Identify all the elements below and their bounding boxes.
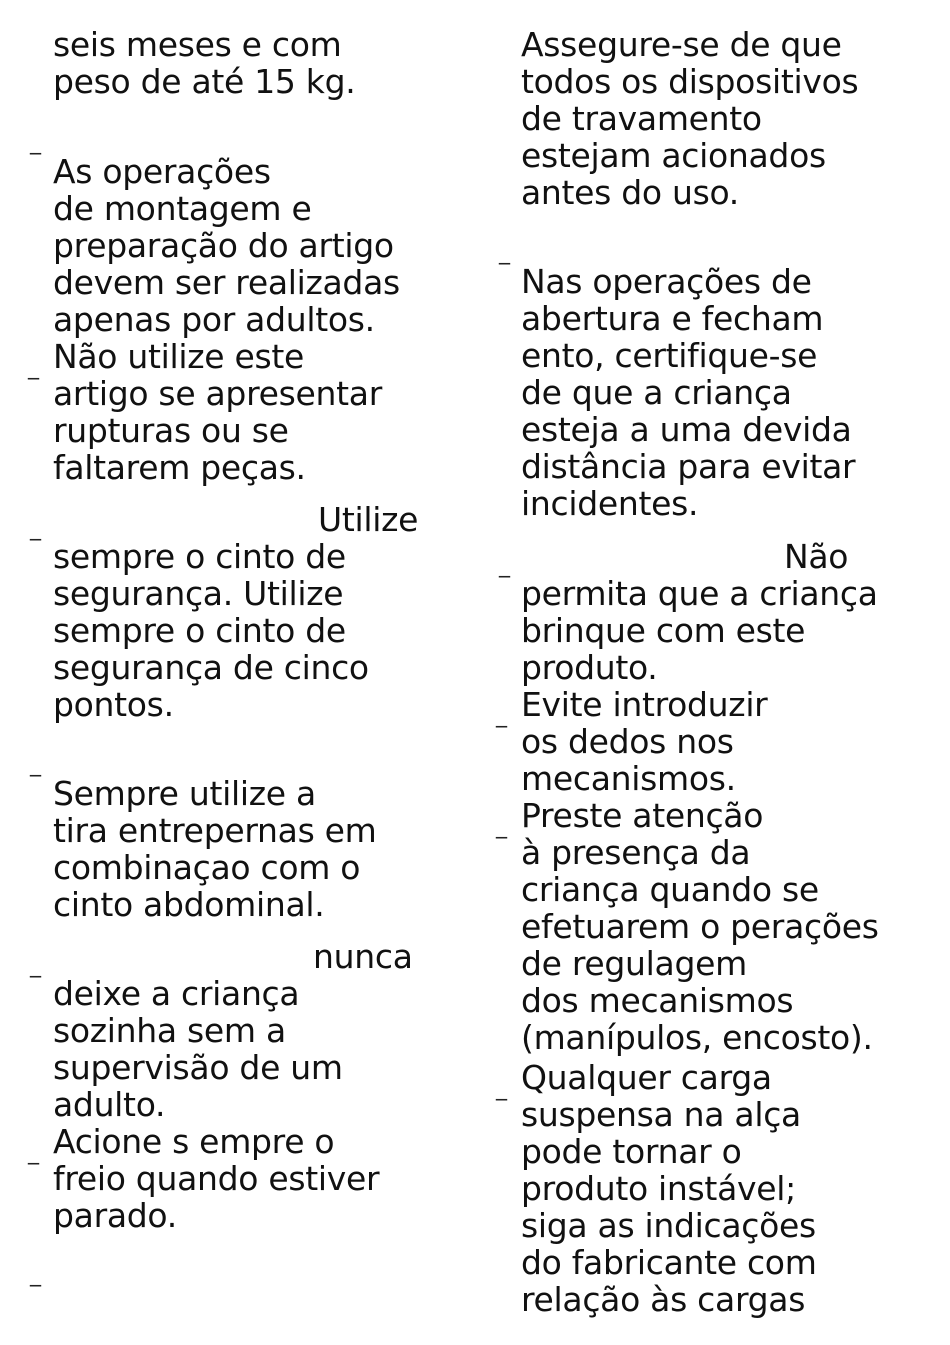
- text-line: Evite introduzir: [521, 685, 768, 724]
- text-line: parado.: [53, 1196, 177, 1235]
- text-line: Sempre utilize a: [53, 774, 316, 813]
- text-line: As operações: [53, 152, 271, 191]
- text-line: Assegure-se de que: [521, 25, 842, 64]
- text-line: ento, certifique-se: [521, 336, 818, 375]
- text-line: Não: [784, 537, 849, 576]
- text-line: Nas operações de: [521, 262, 812, 301]
- text-line: segurança. Utilize: [53, 574, 344, 613]
- text-line: antes do uso.: [521, 173, 739, 212]
- bullet-dash: _: [499, 553, 510, 578]
- text-line: todos os dispositivos: [521, 62, 859, 101]
- text-line: faltarem peças.: [53, 448, 306, 487]
- bullet-dash: _: [28, 1140, 39, 1165]
- text-line: segurança de cinco: [53, 648, 369, 687]
- bullet-dash: _: [30, 1262, 41, 1287]
- text-line: dos mecanismos: [521, 981, 794, 1020]
- text-line: suspensa na alça: [521, 1095, 801, 1134]
- text-line: efetuarem o perações: [521, 907, 879, 946]
- text-line: de que a criança: [521, 373, 792, 412]
- text-line: apenas por adultos.: [53, 300, 375, 339]
- text-line: produto.: [521, 648, 658, 687]
- bullet-dash: _: [28, 355, 39, 380]
- text-line: Qualquer carga: [521, 1058, 772, 1097]
- text-line: Não utilize este: [53, 337, 304, 376]
- text-line: distância para evitar: [521, 447, 856, 486]
- bullet-dash: _: [496, 1076, 507, 1101]
- text-line: os dedos nos: [521, 722, 734, 761]
- text-line: combinaçao com o: [53, 848, 361, 887]
- text-line: esteja a uma devida: [521, 410, 852, 449]
- bullet-dash: _: [496, 703, 507, 728]
- text-line: Utilize: [318, 500, 419, 539]
- text-line: abertura e fecham: [521, 299, 824, 338]
- bullet-dash: _: [499, 240, 510, 265]
- text-line: criança quando se: [521, 870, 819, 909]
- bullet-dash: _: [30, 752, 41, 777]
- text-line: do fabricante com: [521, 1243, 817, 1282]
- text-line: Acione s empre o: [53, 1122, 335, 1161]
- text-line: mecanismos.: [521, 759, 736, 798]
- text-line: sozinha sem a: [53, 1011, 286, 1050]
- text-line: sempre o cinto de: [53, 537, 346, 576]
- bullet-dash: _: [30, 516, 41, 541]
- text-line: seis meses e com: [53, 25, 342, 64]
- text-line: (manípulos, encosto).: [521, 1018, 873, 1057]
- text-line: de montagem e: [53, 189, 312, 228]
- text-line: tira entrepernas em: [53, 811, 377, 850]
- text-line: sempre o cinto de: [53, 611, 346, 650]
- text-line: pontos.: [53, 685, 174, 724]
- text-line: siga as indicações: [521, 1206, 816, 1245]
- text-line: preparação do artigo: [53, 226, 394, 265]
- text-line: de regulagem: [521, 944, 747, 983]
- text-line: estejam acionados: [521, 136, 826, 175]
- text-line: nunca: [313, 937, 413, 976]
- bullet-dash: _: [496, 814, 507, 839]
- text-line: peso de até 15 kg.: [53, 62, 356, 101]
- text-line: pode tornar o: [521, 1132, 742, 1171]
- text-line: deixe a criança: [53, 974, 300, 1013]
- text-line: brinque com este: [521, 611, 806, 650]
- text-line: freio quando estiver: [53, 1159, 380, 1198]
- text-line: devem ser realizadas: [53, 263, 400, 302]
- text-line: cinto abdominal.: [53, 885, 325, 924]
- text-line: supervisão de um: [53, 1048, 343, 1087]
- text-line: à presença da: [521, 833, 751, 872]
- text-line: relação às cargas: [521, 1280, 806, 1319]
- text-line: incidentes.: [521, 484, 699, 523]
- text-line: artigo se apresentar: [53, 374, 382, 413]
- text-line: rupturas ou se: [53, 411, 289, 450]
- text-line: adulto.: [53, 1085, 166, 1124]
- text-line: Preste atenção: [521, 796, 764, 835]
- text-line: de travamento: [521, 99, 762, 138]
- bullet-dash: _: [30, 953, 41, 978]
- bullet-dash: _: [30, 130, 41, 155]
- text-line: produto instável;: [521, 1169, 796, 1208]
- text-line: permita que a criança: [521, 574, 878, 613]
